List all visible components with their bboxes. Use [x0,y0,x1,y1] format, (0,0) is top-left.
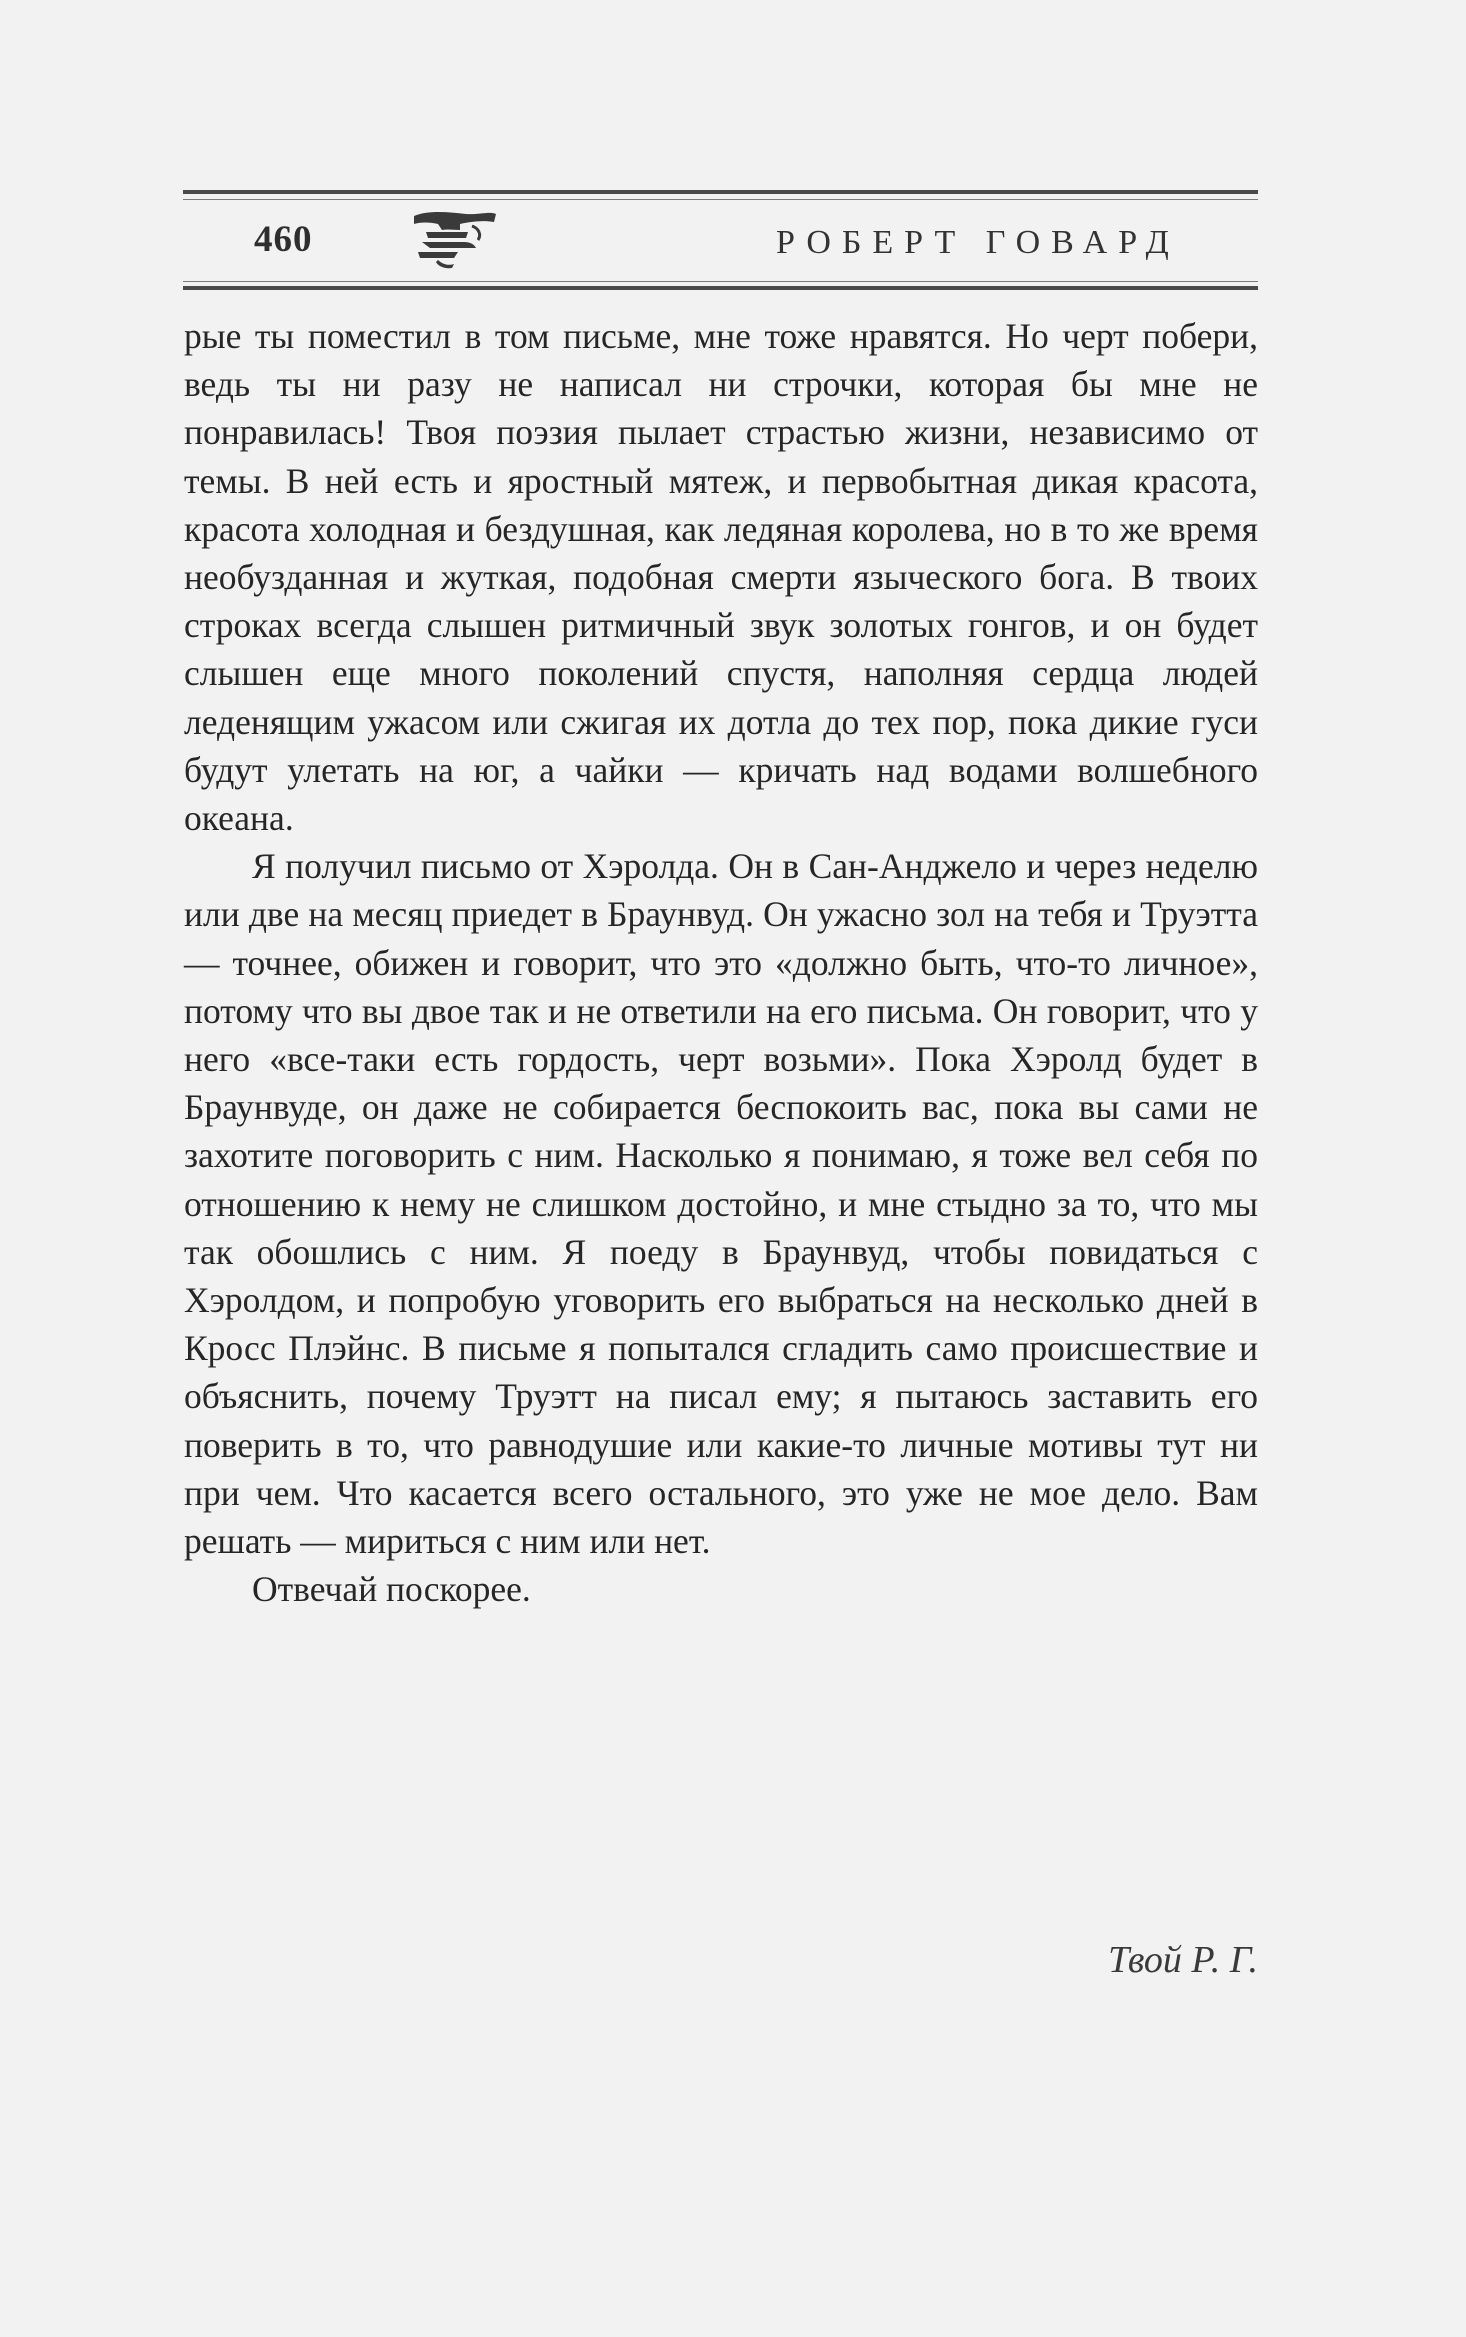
paragraph-continuation: рые ты поместил в том письме, мне тоже нравятся. Но черт побери, ведь ты ни разу не написал ни строчки, которая бы мне не понравилась! Твоя поэзия пылает страстью жизни, независимо от темы. В ней есть и яростный мятеж, и первобытная дикая красота, красота холодная и бездушная, как ледяная королева, но в то же время необузданная и жуткая, подобная смерти языческого бога. В твоих строках всегда слышен ритмичный звук золотых гонгов, и он будет слышен еще много поколений спустя, наполняя сердца людей леденящим ужасом или сжигая их дотла до тех пор, пока дикие гуси будут улетать на юг, а чайки — кричать над водами волшебного океана. [184,316,1258,839]
header-rule-top [183,190,1258,194]
header-rule-bottom [183,286,1258,290]
running-head-author: РОБЕРТ ГОВАРД [776,224,1180,261]
page-number: 460 [254,219,313,260]
paragraph-closing: Отвечай поскорее. [252,1569,531,1610]
header-rule-bottom-thin [183,281,1258,282]
header-rule-top-thin [183,199,1258,200]
body-text [184,312,1258,1613]
signature: Твой Р. Г. [1108,1939,1258,1981]
decorative-ornament-icon [408,208,500,270]
paragraph-harold: Я получил письмо от Хэролда. Он в Сан-Анджело и через неделю или две на месяц приедет в Браунвуд. Он ужасно зол на тебя и Труэтта — точнее, обижен и говорит, что это «должно быть, что-то личное», потому что вы двое так и не ответили на его письма. Он говорит, что у него «все-таки есть гордость, черт возьми». Пока Хэролд будет в Браунвуде, он даже не собирается беспокоить вас, пока вы сами не захотите поговорить с ним. Насколько я понимаю, я тоже вел себя по отношению к нему не слишком достойно, и мне стыдно за то, что мы так обошлись с ним. Я поеду в Браунвуд, чтобы повидаться с Хэролдом, и попробую уговорить его выбраться на несколько дней в Кросс Плэйнс. В письме я попытался сгладить само происшествие и объяснить, почему Труэтт на писал ему; я пытаюсь заставить его поверить в то, что равнодушие или какие-то личные мотивы тут ни при чем. Что касается всего остального, это уже не мое дело. Вам решать — мириться с ним или нет. [184,846,1258,1562]
